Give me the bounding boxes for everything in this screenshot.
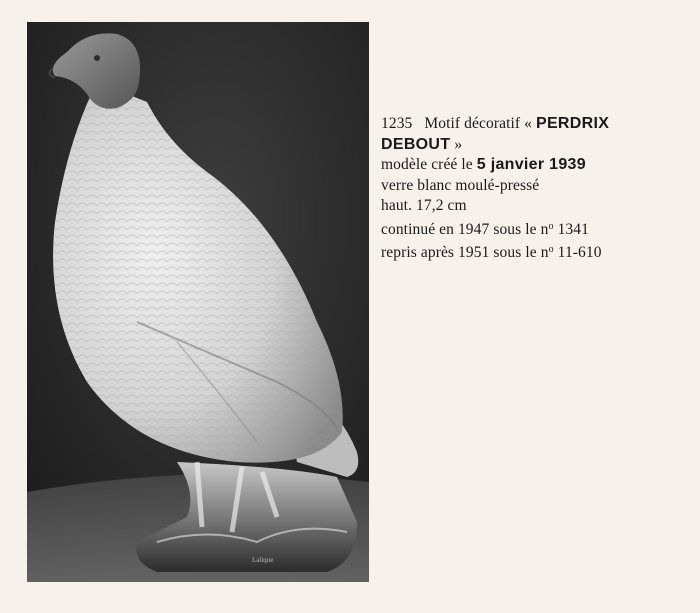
material-line: verre blanc moulé-pressé	[381, 176, 540, 194]
caption-title-line-2	[381, 135, 693, 156]
caption-title-line	[381, 114, 693, 135]
motif-prefix: Motif décoratif «	[424, 115, 532, 132]
catalog-number: 1235	[381, 115, 413, 132]
created-prefix: modèle créé le	[381, 156, 473, 173]
created-date: 5 janvier 1939	[476, 156, 586, 173]
partridge-photo	[27, 22, 369, 582]
catalog-caption	[381, 114, 693, 264]
continued-sup: o	[548, 220, 554, 232]
lalique-signature: Lalique	[252, 556, 274, 564]
continued-line	[381, 217, 693, 241]
resumed-number: 11-610	[557, 244, 602, 261]
resumed-sup: o	[548, 244, 554, 255]
title-part-1: PERDRIX	[535, 115, 610, 132]
creation-date-line	[381, 155, 693, 176]
title-close: »	[454, 135, 463, 153]
resumed-prefix: repris après 1951 sous le n	[381, 244, 549, 261]
title-part-2: DEBOUT	[381, 135, 451, 153]
continued-number: 1341	[557, 220, 589, 238]
partridge-sculpture-image	[27, 22, 369, 582]
resumed-line	[381, 240, 693, 264]
continued-prefix: continué en 1947 sous le n	[381, 220, 549, 238]
height-line: haut. 17,2 cm	[381, 197, 467, 214]
